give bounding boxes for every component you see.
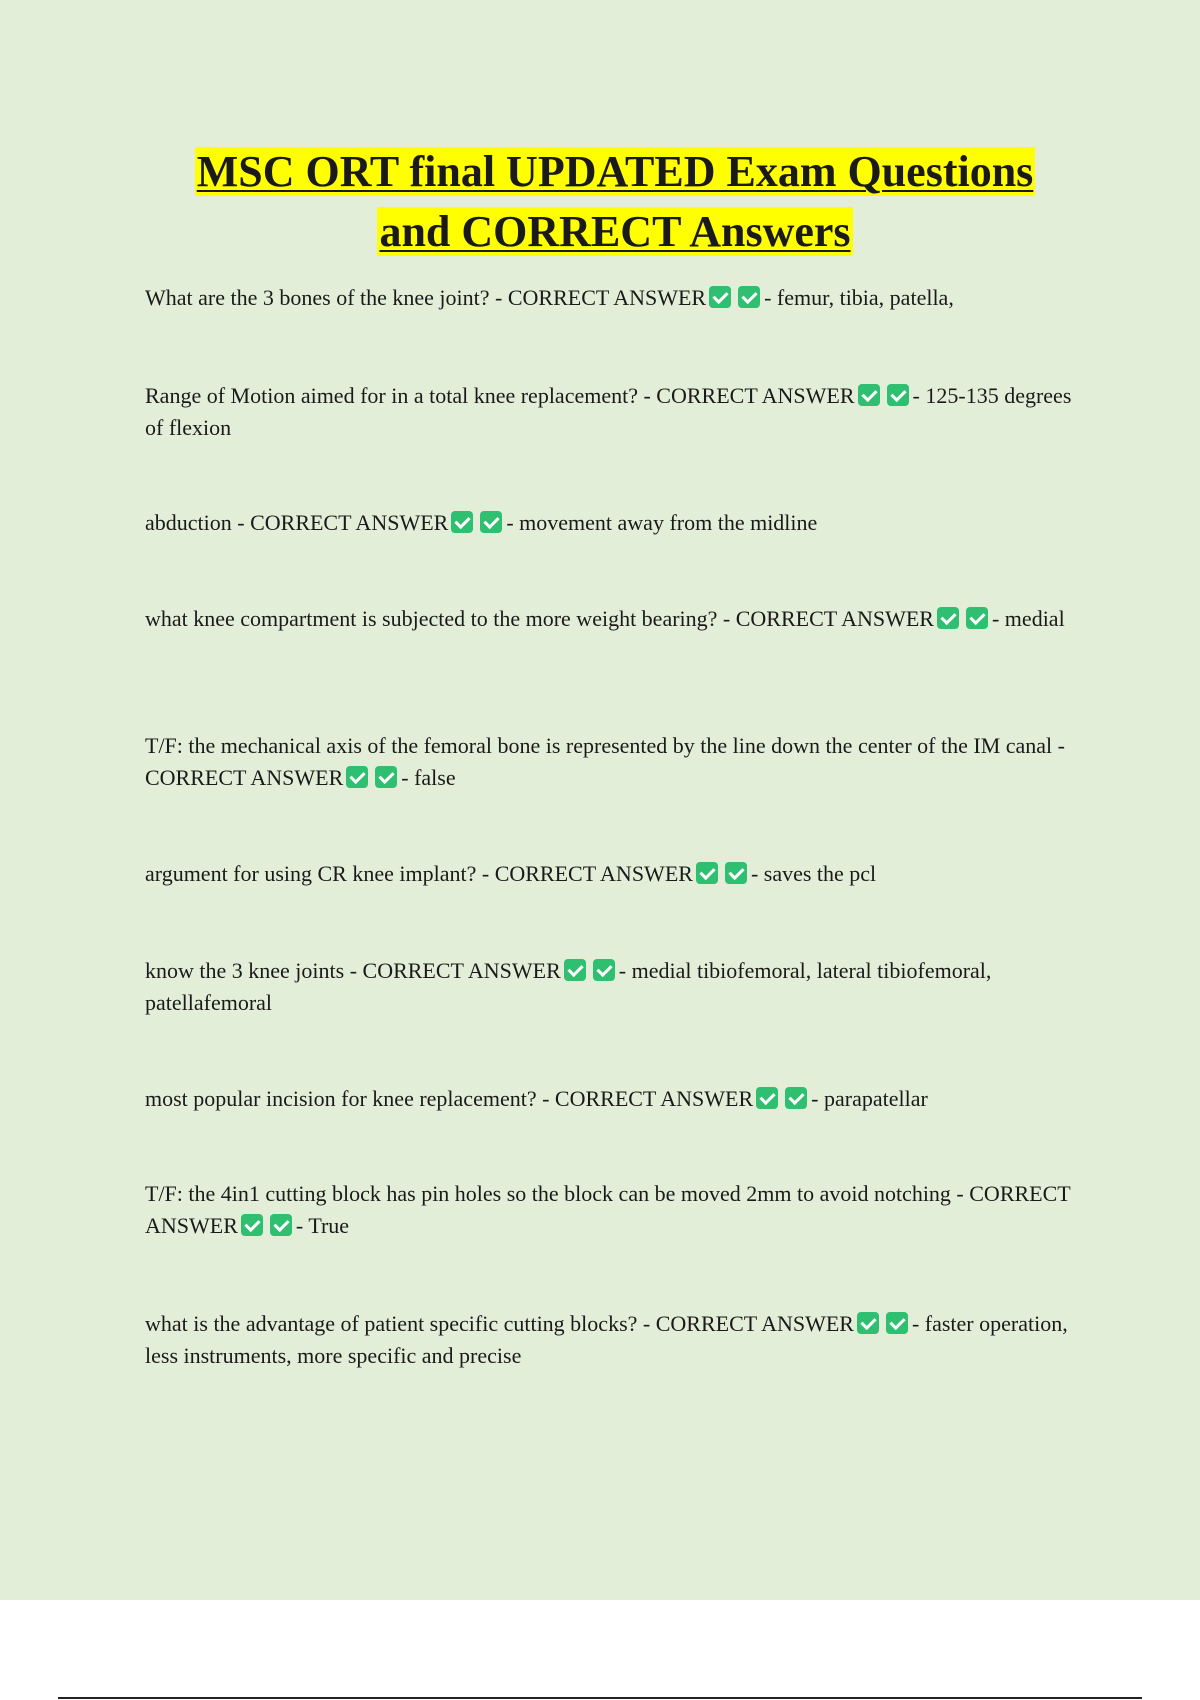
check-mark-icon — [756, 1087, 778, 1109]
check-mark-icon — [709, 286, 731, 308]
qa-item-3 — [145, 507, 1095, 539]
qa-item-2 — [145, 380, 1095, 444]
title-line-1: MSC ORT final UPDATED Exam Questions — [196, 147, 1034, 196]
question-text: abduction - CORRECT ANSWER — [145, 510, 449, 535]
check-mark-icon — [966, 607, 988, 629]
answer-text: - saves the pcl — [750, 861, 877, 886]
qa-item-7 — [145, 955, 1095, 1019]
answer-text: - femur, tibia, patella, — [764, 285, 954, 310]
question-text: Range of Motion aimed for in a total knee replacement? - CORRECT ANSWER — [145, 383, 855, 408]
answer-text: - movement away from the midline — [506, 510, 818, 535]
answer-text: - medial tibiofemoral, lateral tibiofemoral, patellafemoral — [145, 958, 992, 1015]
title-line-2: and CORRECT Answers — [379, 207, 851, 256]
check-mark-icon — [738, 286, 760, 308]
qa-item-8 — [145, 1083, 1095, 1115]
check-mark-icon — [593, 959, 615, 981]
check-mark-icon — [858, 384, 880, 406]
answer-text: - parapatellar — [811, 1086, 928, 1111]
question-text: what is the advantage of patient specific cutting blocks? - CORRECT ANSWER — [145, 1311, 854, 1336]
qa-item-10 — [145, 1308, 1095, 1372]
footer-divider — [58, 1697, 1142, 1699]
qa-item-9 — [145, 1178, 1095, 1242]
qa-item-6 — [145, 858, 1095, 890]
question-text: T/F: the mechanical axis of the femoral bone is represented by the line down the center of the IM canal - CORRECT ANSWER — [145, 733, 1065, 790]
question-text: what knee compartment is subjected to the more weight bearing? - CORRECT ANSWER — [145, 606, 934, 631]
answer-text: - faster operation, less instruments, more specific and precise — [145, 1311, 1068, 1368]
check-mark-icon — [480, 511, 502, 533]
check-mark-icon — [937, 607, 959, 629]
check-mark-icon — [785, 1087, 807, 1109]
check-mark-icon — [886, 1312, 908, 1334]
qa-item-5 — [145, 730, 1095, 794]
answer-text: - 125-135 degrees of flexion — [145, 383, 1072, 440]
qa-item-1 — [145, 282, 1095, 314]
answer-text: - True — [295, 1213, 350, 1238]
question-text: argument for using CR knee implant? - CORRECT ANSWER — [145, 861, 693, 886]
qa-item-4 — [145, 603, 1095, 635]
check-mark-icon — [375, 766, 397, 788]
check-mark-icon — [451, 511, 473, 533]
check-mark-icon — [564, 959, 586, 981]
question-text: most popular incision for knee replacement? - CORRECT ANSWER — [145, 1086, 754, 1111]
question-text: know the 3 knee joints - CORRECT ANSWER — [145, 958, 561, 983]
check-mark-icon — [241, 1214, 263, 1236]
answer-text: - false — [401, 765, 456, 790]
question-text: T/F: the 4in1 cutting block has pin holes so the block can be moved 2mm to avoid notching - CORRECT ANSWER — [145, 1181, 1071, 1238]
check-mark-icon — [725, 862, 747, 884]
answer-text: - medial — [991, 606, 1065, 631]
document-title — [140, 142, 1090, 262]
check-mark-icon — [346, 766, 368, 788]
question-text: What are the 3 bones of the knee joint? - CORRECT ANSWER — [145, 285, 707, 310]
check-mark-icon — [270, 1214, 292, 1236]
check-mark-icon — [887, 384, 909, 406]
check-mark-icon — [857, 1312, 879, 1334]
check-mark-icon — [696, 862, 718, 884]
